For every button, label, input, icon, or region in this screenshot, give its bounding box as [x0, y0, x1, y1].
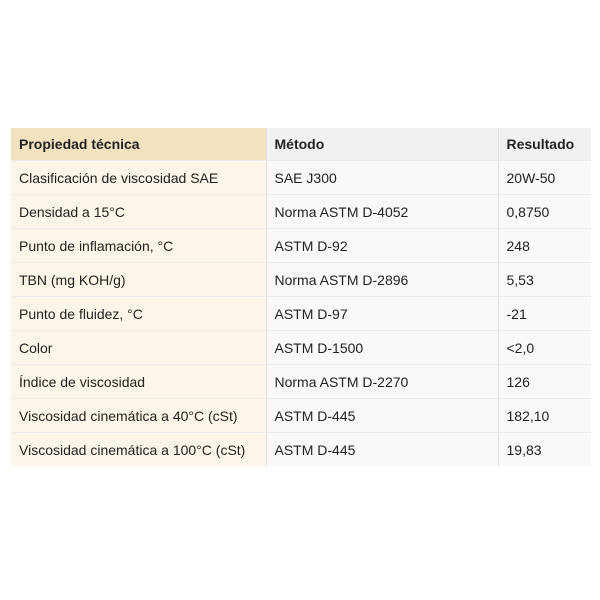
specs-table-container	[11, 128, 591, 466]
cell-result: <2,0	[498, 331, 591, 365]
header-method: Método	[266, 128, 498, 161]
cell-result: 126	[498, 365, 591, 399]
table-row	[11, 297, 591, 331]
table-row	[11, 433, 591, 467]
cell-result: -21	[498, 297, 591, 331]
cell-method: Norma ASTM D-2270	[266, 365, 498, 399]
cell-result: 248	[498, 229, 591, 263]
cell-method: ASTM D-1500	[266, 331, 498, 365]
cell-property: Punto de fluidez, °C	[11, 297, 266, 331]
cell-result: 5,53	[498, 263, 591, 297]
cell-result: 20W-50	[498, 161, 591, 195]
table-row	[11, 161, 591, 195]
cell-property: Índice de viscosidad	[11, 365, 266, 399]
table-header-row	[11, 128, 591, 161]
cell-method: ASTM D-97	[266, 297, 498, 331]
cell-method: SAE J300	[266, 161, 498, 195]
cell-method: ASTM D-92	[266, 229, 498, 263]
cell-property: Clasificación de viscosidad SAE	[11, 161, 266, 195]
cell-result: 19,83	[498, 433, 591, 467]
table-row	[11, 331, 591, 365]
cell-property: Viscosidad cinemática a 100°C (cSt)	[11, 433, 266, 467]
cell-property: Densidad a 15°C	[11, 195, 266, 229]
header-result: Resultado	[498, 128, 591, 161]
cell-method: ASTM D-445	[266, 399, 498, 433]
cell-method: ASTM D-445	[266, 433, 498, 467]
cell-result: 182,10	[498, 399, 591, 433]
technical-properties-table	[11, 128, 591, 466]
cell-property: Punto de inflamación, °C	[11, 229, 266, 263]
cell-property: Viscosidad cinemática a 40°C (cSt)	[11, 399, 266, 433]
cell-result: 0,8750	[498, 195, 591, 229]
cell-property: Color	[11, 331, 266, 365]
table-row	[11, 399, 591, 433]
cell-method: Norma ASTM D-4052	[266, 195, 498, 229]
table-row	[11, 195, 591, 229]
table-row	[11, 229, 591, 263]
cell-method: Norma ASTM D-2896	[266, 263, 498, 297]
header-property: Propiedad técnica	[11, 128, 266, 161]
table-row	[11, 263, 591, 297]
table-row	[11, 365, 591, 399]
cell-property: TBN (mg KOH/g)	[11, 263, 266, 297]
